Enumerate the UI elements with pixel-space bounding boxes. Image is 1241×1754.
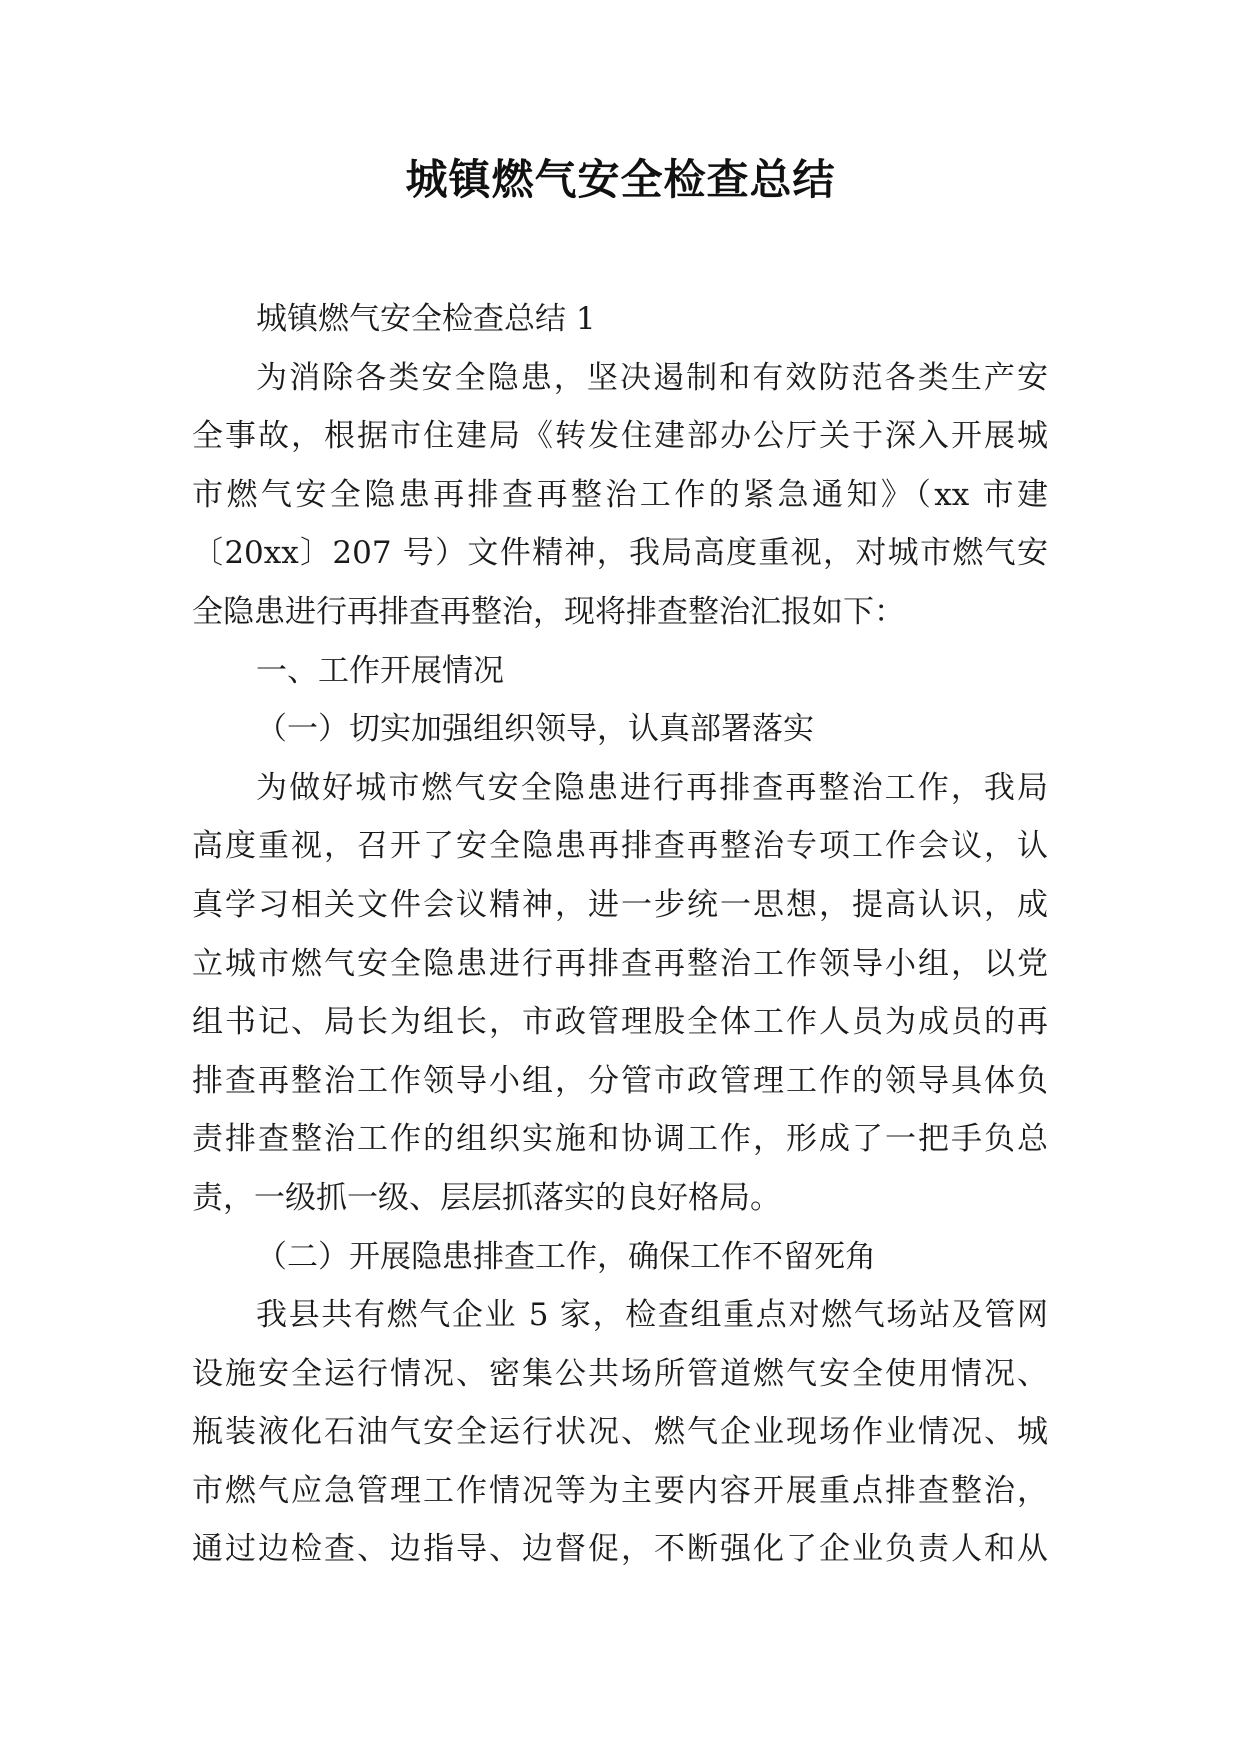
text-line: 组书记、局长为组长，市政管理股全体工作人员为成员的再 [192, 1004, 1048, 1041]
document-title: 城镇燃气安全检查总结 [405, 155, 836, 204]
text-line: 设施安全运行情况、密集公共场所管道燃气安全使用情况、 [192, 1355, 1048, 1392]
text-line: （二）开展隐患排查工作，确保工作不留死角 [256, 1238, 876, 1275]
text-line: 城镇燃气安全检查总结 1 [256, 301, 596, 337]
text-line: 排查再整治工作领导小组，分管市政管理工作的领导具体负 [192, 1062, 1048, 1099]
text-line: （一）切实加强组织领导，认真部署落实 [256, 711, 814, 748]
text-line: 为消除各类安全隐患，坚决遏制和有效防范各类生产安 [256, 359, 1048, 396]
text-line: 立城市燃气安全隐患进行再排查再整治工作领导小组，以党 [192, 945, 1048, 982]
text-line: 我县共有燃气企业 5 家，检查组重点对燃气场站及管网 [256, 1297, 1048, 1334]
document-body [192, 290, 1048, 1579]
text-line: 真学习相关文件会议精神，进一步统一思想，提高认识，成 [192, 886, 1048, 923]
text-line: 通过边检查、边指导、边督促，不断强化了企业负责人和从 [192, 1531, 1048, 1568]
text-line: 一、工作开展情况 [256, 652, 504, 689]
text-line: 瓶装液化石油气安全运行状况、燃气企业现场作业情况、城 [192, 1414, 1048, 1451]
text-line: 〔20xx〕207 号）文件精神，我局高度重视，对城市燃气安 [192, 535, 1048, 572]
text-line: 高度重视，召开了安全隐患再排查再整治专项工作会议，认 [192, 828, 1048, 865]
text-line: 市燃气应急管理工作情况等为主要内容开展重点排查整治， [192, 1472, 1048, 1509]
text-line: 全事故，根据市住建局《转发住建部办公厅关于深入开展城 [192, 418, 1048, 455]
text-line: 为做好城市燃气安全隐患进行再排查再整治工作，我局 [256, 769, 1048, 806]
text-line: 责，一级抓一级、层层抓落实的良好格局。 [192, 1179, 781, 1216]
text-line: 全隐患进行再排查再整治，现将排查整治汇报如下： [192, 593, 905, 630]
text-line: 市燃气安全隐患再排查再整治工作的紧急通知》（xx 市建 [192, 476, 1048, 513]
text-line: 责排查整治工作的组织实施和协调工作，形成了一把手负总 [192, 1121, 1048, 1158]
